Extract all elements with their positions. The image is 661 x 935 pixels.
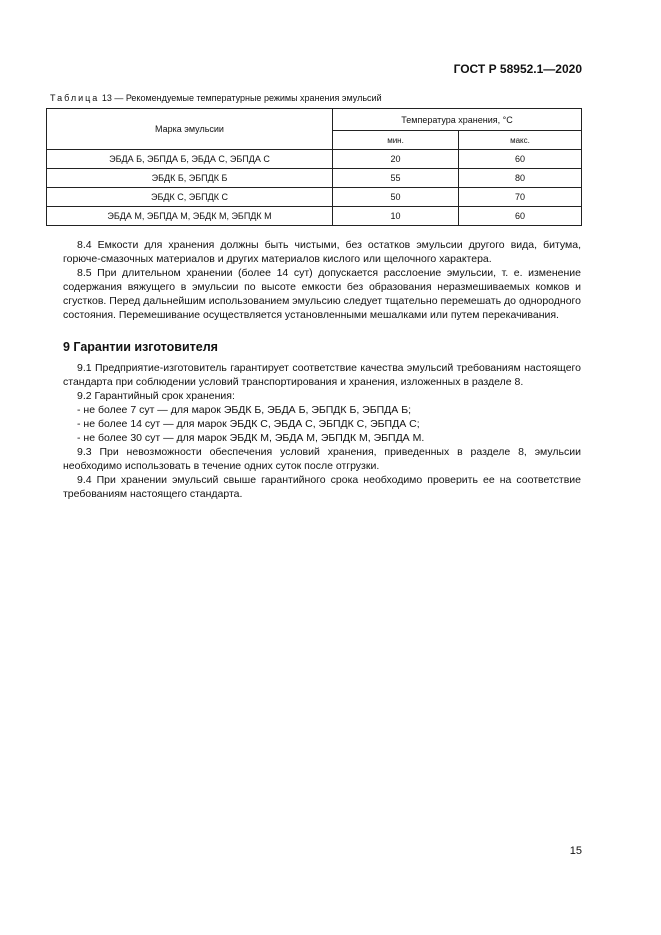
- paragraph-8-4: 8.4 Емкости для хранения должны быть чистыми, без остатков эмульсии другого вида, битума, горюче-смазочных материалов и других материалов кислого или щелочного характера.: [63, 239, 581, 265]
- section-8-continuation: [63, 238, 581, 322]
- table-row: [47, 169, 582, 188]
- table-caption-prefix: Таблица: [50, 93, 100, 103]
- cell-brand: ЭБДК Б, ЭБПДК Б: [47, 169, 333, 188]
- cell-max: 80: [459, 169, 582, 188]
- cell-min: 50: [333, 188, 459, 207]
- cell-brand: ЭБДА Б, ЭБПДА Б, ЭБДА С, ЭБПДА С: [47, 150, 333, 169]
- cell-brand: ЭБДА М, ЭБПДА М, ЭБДК М, ЭБПДК М: [47, 207, 333, 226]
- table-row: [47, 207, 582, 226]
- cell-max: 60: [459, 207, 582, 226]
- list-item: - не более 7 сут — для марок ЭБДК Б, ЭБДА Б, ЭБПДК Б, ЭБПДА Б;: [77, 404, 412, 416]
- col-header-temperature: Температура хранения, °С: [333, 109, 582, 131]
- paragraph-9-2: 9.2 Гарантийный срок хранения:: [77, 390, 235, 402]
- storage-temperature-table: [46, 108, 582, 226]
- col-header-max: макс.: [459, 131, 582, 150]
- paragraph-9-3: 9.3 При невозможности обеспечения условий хранения, приведенных в разделе 8, эмульсии необходимо использовать в течение одних суток после отгрузки.: [63, 446, 581, 472]
- cell-brand: ЭБДК С, ЭБПДК С: [47, 188, 333, 207]
- table-row: [47, 150, 582, 169]
- section-9-body: [63, 361, 581, 501]
- list-item: - не более 14 сут — для марок ЭБДК С, ЭБДА С, ЭБПДК С, ЭБПДА С;: [77, 418, 420, 430]
- cell-max: 70: [459, 188, 582, 207]
- table-caption: [50, 93, 382, 103]
- table-row: [47, 188, 582, 207]
- col-header-brand: Марка эмульсии: [47, 109, 333, 150]
- cell-min: 20: [333, 150, 459, 169]
- section-title: 9 Гарантии изготовителя: [63, 340, 218, 354]
- document-header: ГОСТ Р 58952.1—2020: [453, 62, 582, 76]
- cell-min: 10: [333, 207, 459, 226]
- table-caption-text: 13 — Рекомендуемые температурные режимы хранения эмульсий: [101, 93, 382, 103]
- paragraph-9-1: 9.1 Предприятие-изготовитель гарантирует соответствие качества эмульсий требованиям настоящего стандарта при соблюдении условий транспортирования и хранения, изложенных в разделе 8.: [63, 362, 581, 388]
- paragraph-9-4: 9.4 При хранении эмульсий свыше гарантийного срока необходимо проверить ее на соответствие требованиям настоящего стандарта.: [63, 474, 581, 500]
- list-item: - не более 30 сут — для марок ЭБДК М, ЭБДА М, ЭБПДК М, ЭБПДА М.: [77, 432, 425, 444]
- cell-max: 60: [459, 150, 582, 169]
- col-header-min: мин.: [333, 131, 459, 150]
- paragraph-8-5: 8.5 При длительном хранении (более 14 сут) допускается расслоение эмульсии, т. е. изменение содержания вяжущего в эмульсии по высоте емкости без образования неразмешиваемых комков и сгустков. Перед дальнейшим использованием эмульсию следует тщательно перемешать до однородного состояния. Перемешивание осуществляется установленными мешалками или путем перекачивания.: [63, 267, 581, 321]
- cell-min: 55: [333, 169, 459, 188]
- page-number: 15: [569, 845, 582, 857]
